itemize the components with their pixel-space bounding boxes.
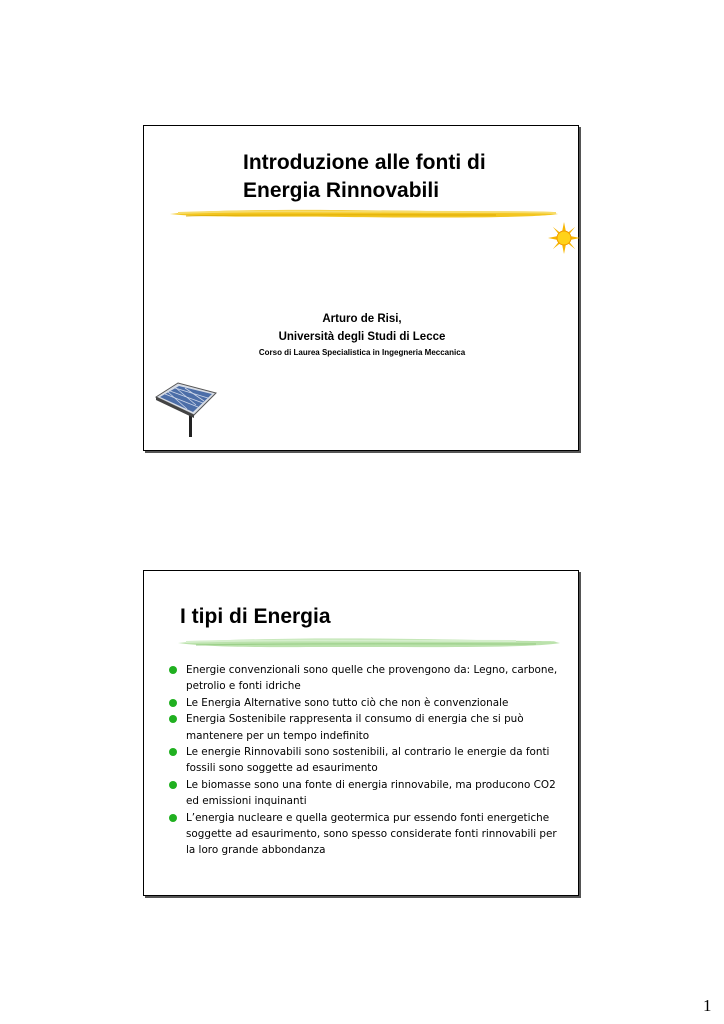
list-item: L’energia nucleare e quella geotermica pur essendo fonti energetiche soggette ad esaurimento, sono spesso considerate fonti rinnovabili per la loro grande abbondanza (168, 810, 568, 859)
list-item: Le Energia Alternative sono tutto ciò che non è convenzionale (168, 695, 568, 711)
university-name: Università degli Studi di Lecce (278, 331, 446, 343)
green-brush-stroke (176, 633, 562, 653)
page-number: 1 (703, 996, 712, 1015)
slide-1-title-line-1: Introduzione alle fonti di (243, 151, 486, 174)
yellow-brush-stroke (166, 205, 562, 223)
solar-panel-icon (154, 381, 218, 437)
list-item: Energia Sostenibile rappresenta il consumo di energia che si può mantenere per un tempo indefinito (168, 711, 568, 744)
slide-2-title: I tipi di Energia (180, 605, 331, 628)
course-name: Corso di Laurea Specialistica in Ingegneria Meccanica (258, 348, 466, 357)
list-item: Le energie Rinnovabili sono sostenibili, al contrario le energie da fonti fossili sono soggette ad esaurimento (168, 744, 568, 777)
slide-1 (143, 125, 579, 451)
slide-2 (143, 570, 579, 896)
slide-1-title (243, 149, 486, 205)
list-item: Le biomasse sono una fonte di energia rinnovabile, ma producono CO2 ed emissioni inquinanti (168, 777, 568, 810)
sun-icon (548, 222, 580, 254)
energy-types-list (168, 662, 568, 859)
list-item: Energie convenzionali sono quelle che provengono da: Legno, carbone, petrolio e fonti idriche (168, 662, 568, 695)
author-name: Arturo de Risi, (322, 313, 402, 325)
slide-1-title-line-2: Energia Rinnovabili (243, 179, 440, 202)
